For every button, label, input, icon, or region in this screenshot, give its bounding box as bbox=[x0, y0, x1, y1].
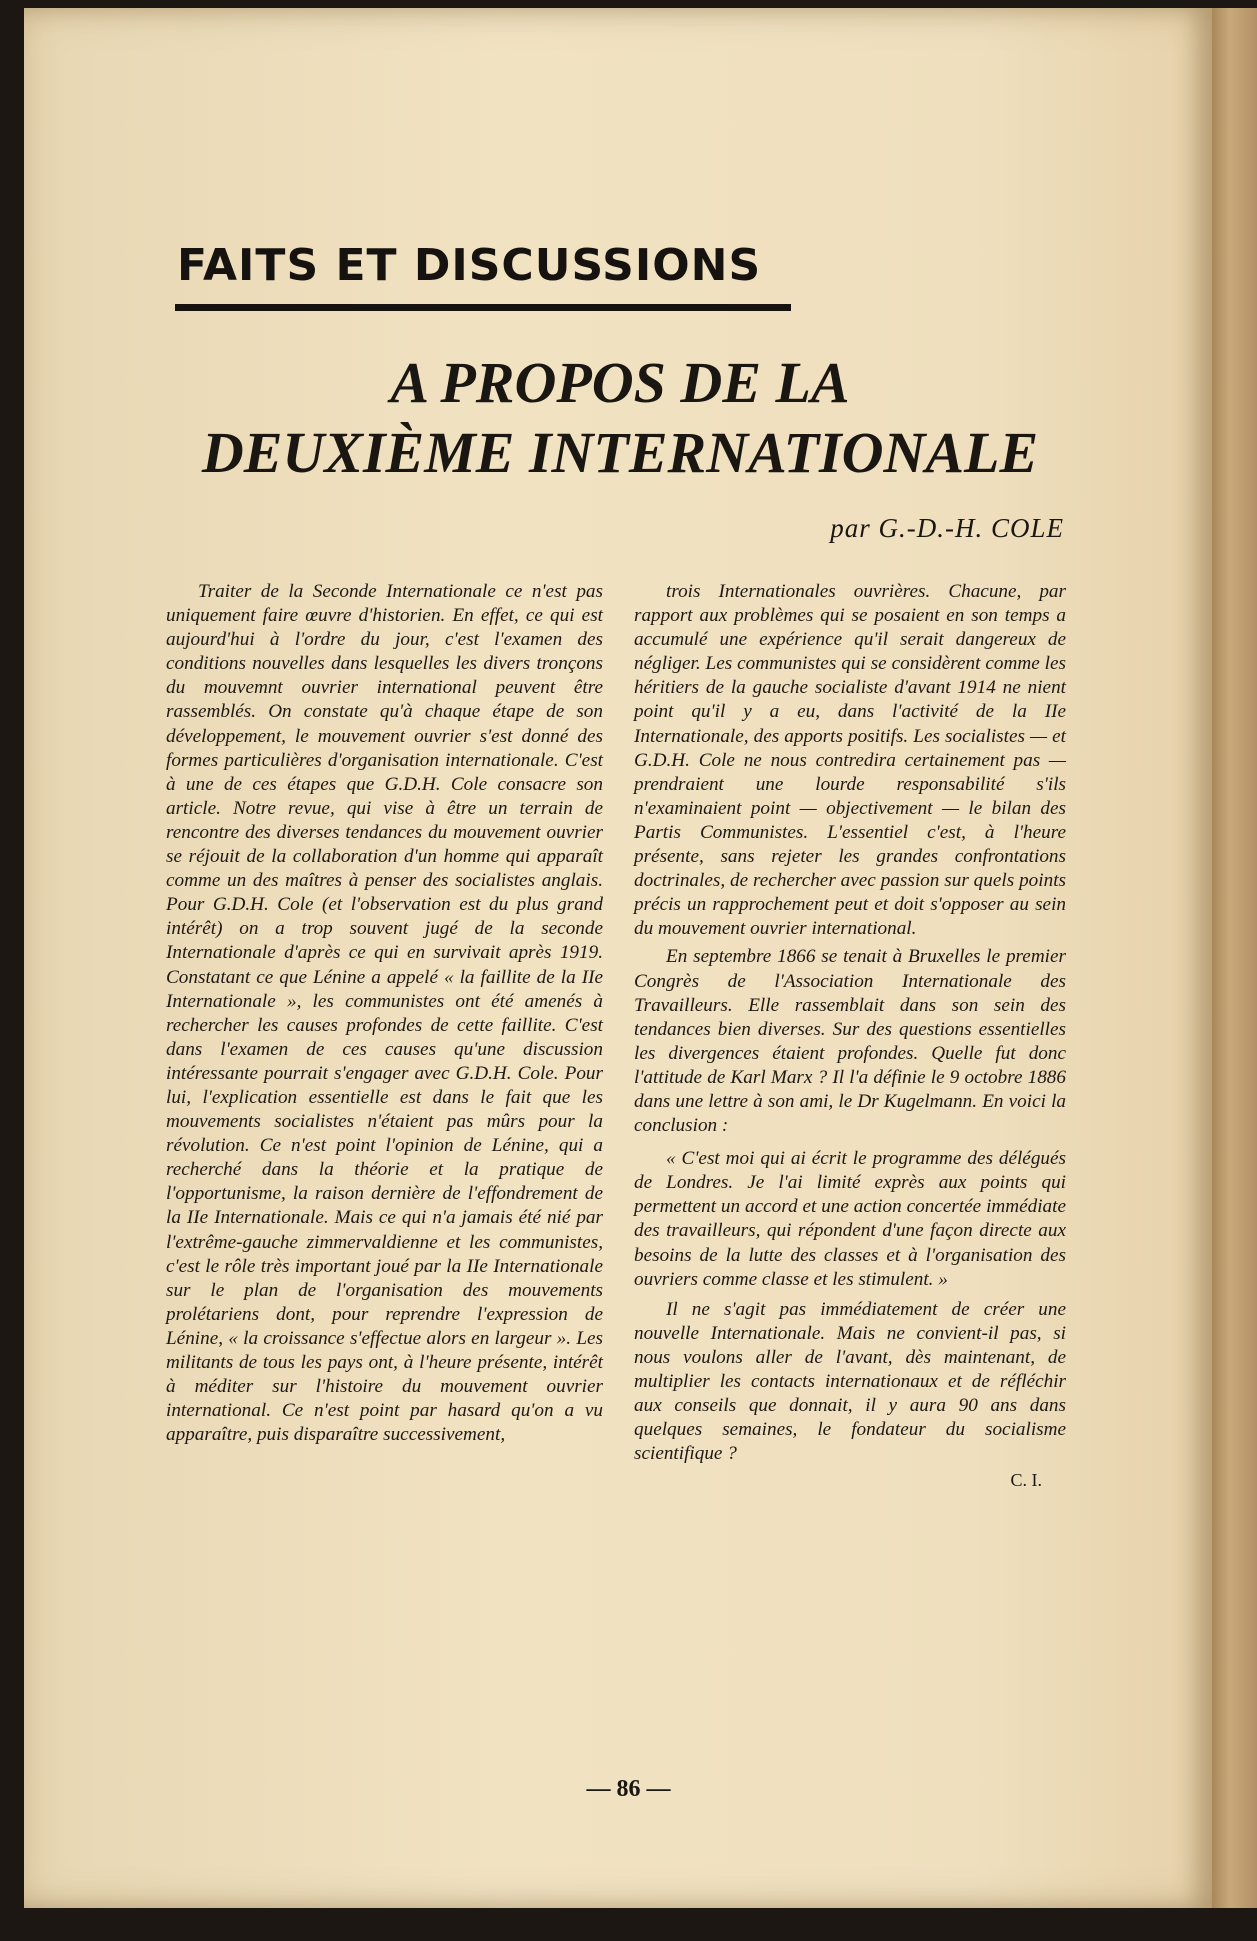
article-title-line-1: A PROPOS DE LA bbox=[390, 350, 850, 415]
paragraph-congress: En septembre 1866 se tenait à Bruxelles le premier Congrès de l'Association Internationale des Travailleurs. Elle rassemblait dans son sein des tendances bien diverses. Sur des questions essentielles les divergences étaient profondes. Quelle fut donc l'attitude de Karl Marx ? Il l'a définie le 9 octobre 1886 dans une lettre à son ami, le Dr Kugelmann. En voici la conclusion : bbox=[634, 946, 1066, 1137]
article-title-line-2: DEUXIÈME INTERNATIONALE bbox=[201, 420, 1039, 485]
section-title: FAITS ET DISCUSSIONS bbox=[177, 240, 762, 291]
article-title bbox=[160, 348, 1080, 488]
paragraph-conclusion: Il ne s'agit pas immédiatement de créer une nouvelle Internationale. Mais ne convient-il pas, si nous voulons aller de l'avant, dès maintenant, de multiplier les contacts internationaux et de réfléchir aux conseils que donnait, il y aura 90 ans dans quelques semaines, le fondateur du socialisme scientifique ? bbox=[634, 1298, 1066, 1465]
marx-quote: « C'est moi qui ai écrit le programme des délégués de Londres. Je l'ai limité exprès aux points qui permettent un accord et une action concertée immédiate des travailleurs, qui répondent d'une façon directe aux besoins de la lutte des classes et à l'organisation des ouvriers comme classe et les stimulent. » bbox=[634, 1148, 1066, 1290]
signature: C. I. bbox=[1010, 1470, 1042, 1491]
left-column bbox=[166, 580, 603, 1447]
title-rule bbox=[175, 304, 791, 311]
intro-paragraph: Traiter de la Seconde Internationale ce n'est pas uniquement faire œuvre d'historien. En effet, ce qui est aujourd'hui à l'ordre du jour, c'est l'examen des conditions nouvelles dans lesquelles les divers tronçons du mouvemnt ouvrier international peuvent être rassemblés. On constate qu'à chaque étape de son développement, le mouvement ouvrier s'est donné des formes particulières d'organisation internationale. C'est à une de ces étapes que G.D.H. Cole consacre son article. Notre revue, qui vise à être un terrain de rencontre des diverses tendances du mouvement ouvrier se réjouit de la collaboration d'un homme qui apparaît comme un des maîtres à penser des socialistes anglais. Pour G.D.H. Cole (et l'observation est du plus grand intérêt) on a trop souvent jugé de la seconde Internationale d'après ce qui en survivait après 1919. Constatant ce que Lénine a appelé « la faillite de la IIe Internationale », les communistes ont été amenés à rechercher les causes profondes de cette faillite. C'est dans l'examen de ces causes qu'une discussion intéressante pourrait s'engager avec G.D.H. Cole. Pour lui, l'explication essentielle est dans le fait que les mouvements socialistes n'étaient pas mûrs pour la révolution. Ce n'est point l'opinion de Lénine, qui a recherché dans la théorie et la pratique de l'opportunisme, la raison dernière de l'effondrement de la IIe Internationale. Mais ce qui n'a jamais été nié par l'extrême-gauche zimmervaldienne et les communistes, c'est le rôle très important joué par la IIe Internationale sur le plan de l'organisation des mouvements prolétariens dont, pour reprendre l'expression de Lénine, « la croissance s'effectue alors en largeur ». Les militants de tous les pays ont, à l'heure présente, intérêt à méditer sur l'histoire du mouvement ouvrier international. Ce n'est point par hasard qu'on a vu apparaître, puis disparaître successivement, bbox=[166, 581, 603, 1446]
facing-page-edge bbox=[1212, 8, 1257, 1908]
page-number: — 86 — bbox=[586, 1776, 671, 1802]
intro-paragraph-continued: trois Internationales ouvrières. Chacune, par rapport aux problèmes qui se posaient en son temps a accumulé une expérience qu'il serait dangereux de négliger. Les communistes qui se considèrent comme les héritiers de la gauche socialiste d'avant 1914 ne nient point qu'il y a eu, dans l'activité de la IIe Internationale, des apports positifs. Les socialistes — et G.D.H. Cole ne nous contredira certainement pas — prendraient une lourde responsabilité s'ils n'examinaient point — objectivement — le bilan des Partis Communistes. L'essentiel c'est, à l'heure présente, sans rejeter les grandes confrontations doctrinales, de rechercher avec passion sur quels points précis un rapprochement peut et doit s'opposer au sein du mouvement ouvrier international. bbox=[634, 581, 1066, 940]
right-column bbox=[634, 580, 1066, 1492]
byline: par G.-D.-H. COLE bbox=[830, 513, 1064, 543]
